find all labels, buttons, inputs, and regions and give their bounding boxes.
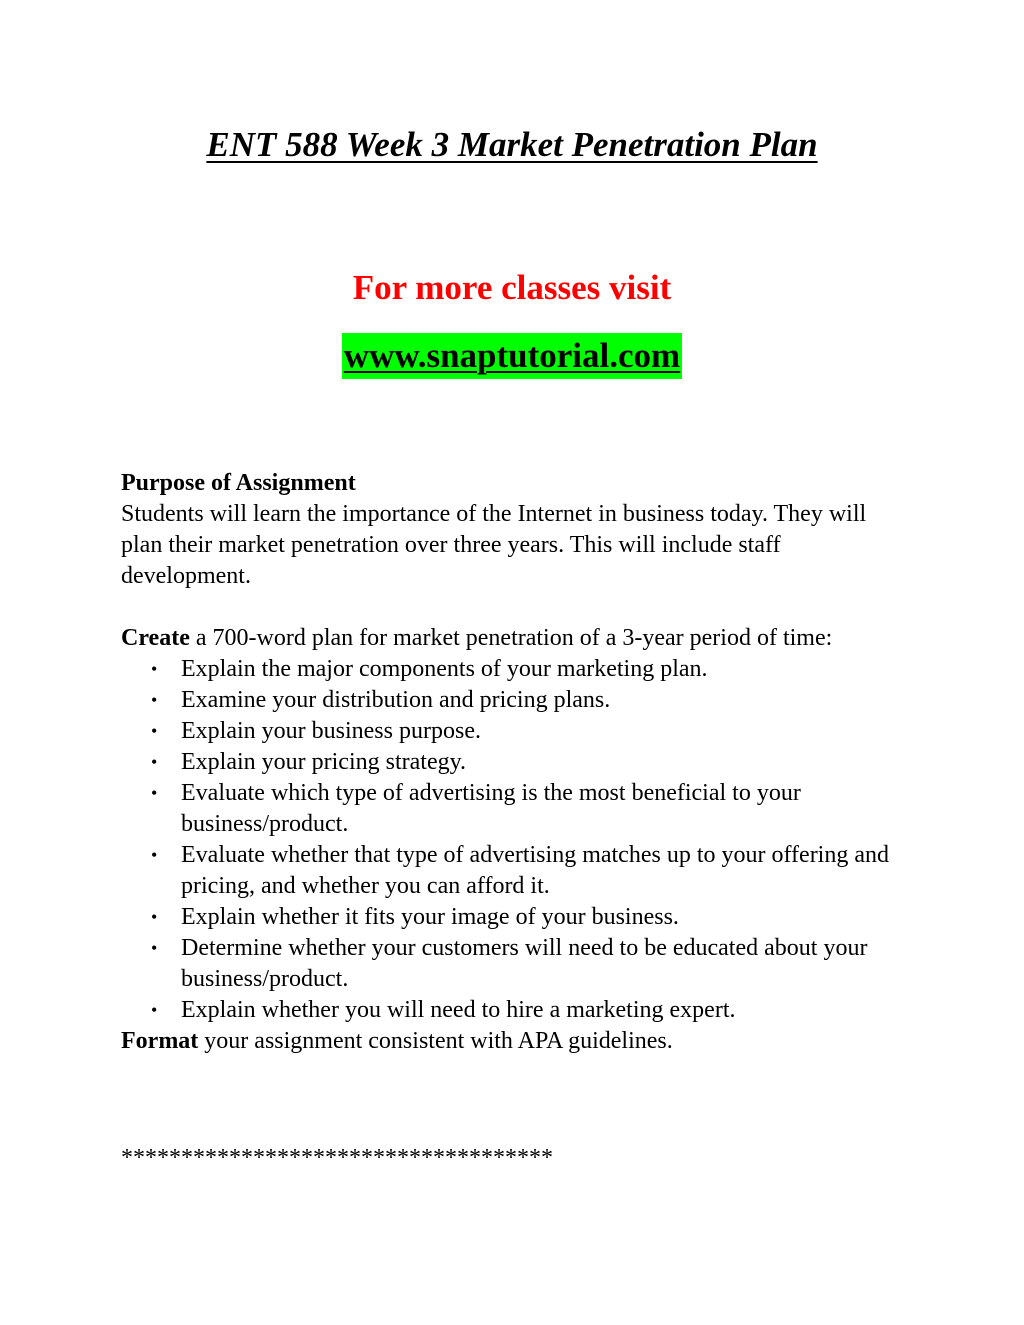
task-item: • Explain your business purpose. [181,716,911,747]
task-item: • Explain whether you will need to hire a marketing expert. [181,995,911,1026]
create-paragraph [121,623,911,654]
link-container [0,333,1024,379]
task-list [121,654,911,1026]
document-title: ENT 588 Week 3 Market Penetration Plan [206,125,818,164]
assignment-body [121,468,911,1057]
create-text: a 700-word plan for market penetration of a 3-year period of time: [189,625,833,651]
task-item: • Determine whether your customers will need to be educated about your business/product. [181,933,911,995]
purpose-paragraph: Students will learn the importance of the Internet in business today. They will plan their market penetration over three years. This will include staff development. [121,501,867,589]
format-text: your assignment consistent with APA guidelines. [198,1028,673,1054]
format-label: Format [121,1028,199,1054]
snaptutorial-link[interactable]: www.snaptutorial.com [342,333,682,379]
paragraph-spacer [121,592,911,623]
format-paragraph [121,1026,911,1057]
task-item: • Explain your pricing strategy. [181,747,911,778]
task-item: • Evaluate whether that type of advertising matches up to your offering and pricing, and whether you can afford it. [181,840,911,902]
separator-stars: ************************************ [121,1145,553,1171]
create-label: Create [121,625,190,651]
purpose-heading: Purpose of Assignment [121,470,356,496]
task-item: • Explain the major components of your marketing plan. [181,654,911,685]
task-item: • Explain whether it fits your image of your business. [181,902,911,933]
task-item: • Examine your distribution and pricing plans. [181,685,911,716]
task-item: • Evaluate which type of advertising is the most beneficial to your business/product. [181,778,911,840]
promo-text: For more classes visit [352,268,672,307]
